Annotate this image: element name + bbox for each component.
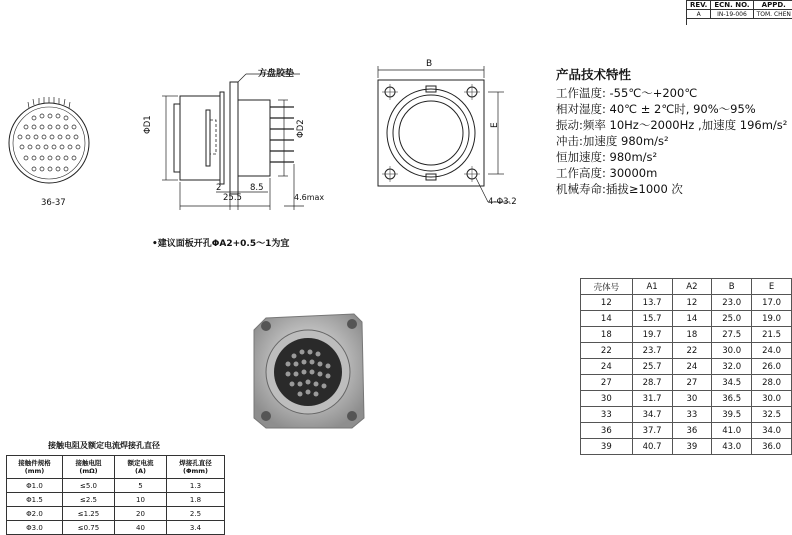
table-row: [581, 375, 792, 391]
front-view-drawing: [364, 60, 534, 210]
e-label: E: [490, 122, 500, 128]
table-cell: 39: [672, 439, 712, 455]
table-cell: 26.0: [752, 359, 792, 375]
d2-label: ΦD2: [296, 119, 306, 138]
spec-line: 振动:频率 10Hz～2000Hz ,加速度 196m/s²: [556, 118, 788, 132]
table-row: [581, 407, 792, 423]
table-cell: 30.0: [712, 343, 752, 359]
table-cell: 34.5: [712, 375, 752, 391]
table-row: [7, 493, 225, 507]
shell-header-cell: B: [712, 279, 752, 295]
table-row: [581, 295, 792, 311]
table-cell: 19.7: [632, 327, 672, 343]
spec-line: 工作温度: -55℃～+200℃: [556, 86, 698, 100]
table-cell: 30: [672, 391, 712, 407]
table-cell: 34.7: [632, 407, 672, 423]
dim-25-5-label: 25.5: [223, 193, 242, 203]
table-row: [581, 311, 792, 327]
table-cell: 36: [672, 423, 712, 439]
shell-size-table: [580, 278, 792, 455]
table-cell: 24: [672, 359, 712, 375]
table-cell: 28.7: [632, 375, 672, 391]
table-row: [581, 439, 792, 455]
table-row: [581, 327, 792, 343]
spec-line: 恒加速度: 980m/s²: [556, 150, 658, 164]
table-row: [581, 423, 792, 439]
rev-value: A: [687, 10, 711, 19]
table-cell: 23.0: [712, 295, 752, 311]
table-cell: 1.8: [167, 493, 225, 507]
dim-8-5-label: 8.5: [250, 183, 264, 193]
table-cell: ≤2.5: [63, 493, 115, 507]
table-cell: 3.4: [167, 521, 225, 535]
revision-block: [686, 0, 792, 19]
table-cell: 40: [115, 521, 167, 535]
contact-header-cell: 焊接孔直径 (Φmm): [167, 456, 225, 479]
table-cell: 36: [581, 423, 633, 439]
table-cell: 34.0: [752, 423, 792, 439]
contact-header-cell: 接触件规格 (mm): [7, 456, 63, 479]
table-cell: 15.7: [632, 311, 672, 327]
table-cell: Φ1.5: [7, 493, 63, 507]
table-cell: 18: [672, 327, 712, 343]
holes-label: 4-Φ3.2: [488, 197, 517, 207]
table-cell: 36.0: [752, 439, 792, 455]
tech-specs: [556, 67, 792, 197]
table-row: [581, 391, 792, 407]
spec-line: 相对湿度: 40℃ ± 2℃时, 90%～95%: [556, 102, 756, 116]
table-cell: 37.7: [632, 423, 672, 439]
table-cell: 36.5: [712, 391, 752, 407]
table-cell: 22: [672, 343, 712, 359]
table-cell: 31.7: [632, 391, 672, 407]
specs-title: 产品技术特性: [556, 67, 632, 82]
table-cell: 39.5: [712, 407, 752, 423]
table-cell: 40.7: [632, 439, 672, 455]
table-cell: 32.5: [752, 407, 792, 423]
table-cell: 14: [672, 311, 712, 327]
table-row: [581, 343, 792, 359]
table-cell: 1.3: [167, 479, 225, 493]
table-cell: 12: [672, 295, 712, 311]
shell-header-cell: E: [752, 279, 792, 295]
pin-view-label: 36-37: [41, 198, 66, 208]
table-cell: 5: [115, 479, 167, 493]
ecn-header: ECN. NO.: [711, 1, 753, 10]
contact-spec-table: [6, 455, 225, 535]
table-cell: 25.0: [712, 311, 752, 327]
rev-header: REV.: [687, 1, 711, 10]
table-header-row: [581, 279, 792, 295]
appd-header: APPD.: [753, 1, 792, 10]
table-cell: 28.0: [752, 375, 792, 391]
table-cell: 27.5: [712, 327, 752, 343]
table-cell: 2.5: [167, 507, 225, 521]
connector-photo: [244, 300, 378, 434]
contact-header-cell: 接触电阻 (mΩ): [63, 456, 115, 479]
table-cell: 22: [581, 343, 633, 359]
table-cell: ≤1.25: [63, 507, 115, 521]
spec-line: 工作高度: 30000m: [556, 166, 658, 180]
table-cell: 20: [115, 507, 167, 521]
table-cell: 21.5: [752, 327, 792, 343]
table-cell: 39: [581, 439, 633, 455]
frame-line: [686, 19, 687, 25]
dim-2-label: 2: [216, 183, 222, 193]
table-cell: 12: [581, 295, 633, 311]
contact-table-title: 接触电阻及额定电流焊接孔直径: [48, 441, 160, 450]
table-cell: 14: [581, 311, 633, 327]
table-cell: Φ3.0: [7, 521, 63, 535]
shell-header-cell: A2: [672, 279, 712, 295]
table-cell: Φ1.0: [7, 479, 63, 493]
b-label: B: [426, 59, 433, 69]
table-row: [7, 479, 225, 493]
spec-line: 机械寿命:插拔≥1000 次: [556, 182, 683, 196]
table-cell: 24: [581, 359, 633, 375]
table-cell: 24.0: [752, 343, 792, 359]
table-cell: 27: [672, 375, 712, 391]
table-cell: 25.7: [632, 359, 672, 375]
pin-face-drawing: [4, 96, 94, 192]
shell-header-cell: A1: [632, 279, 672, 295]
table-cell: 18: [581, 327, 633, 343]
gasket-label: 方盘胶垫: [258, 69, 295, 79]
table-cell: 32.0: [712, 359, 752, 375]
table-cell: 33: [581, 407, 633, 423]
table-cell: 33: [672, 407, 712, 423]
table-cell: ≤0.75: [63, 521, 115, 535]
shell-header-cell: 壳体号: [581, 279, 633, 295]
panel-cutout-note: •建议面板开孔ΦA2+0.5～1为宜: [152, 239, 290, 249]
table-cell: 27: [581, 375, 633, 391]
table-header-row: [7, 456, 225, 479]
table-cell: 43.0: [712, 439, 752, 455]
table-cell: ≤5.0: [63, 479, 115, 493]
table-cell: Φ2.0: [7, 507, 63, 521]
table-row: [581, 359, 792, 375]
table-cell: 30: [581, 391, 633, 407]
table-cell: 13.7: [632, 295, 672, 311]
table-cell: 23.7: [632, 343, 672, 359]
table-row: [7, 521, 225, 535]
table-cell: 17.0: [752, 295, 792, 311]
spec-line: 冲击:加速度 980m/s²: [556, 134, 669, 148]
contact-header-cell: 额定电流 (A): [115, 456, 167, 479]
table-cell: 30.0: [752, 391, 792, 407]
table-cell: 19.0: [752, 311, 792, 327]
table-cell: 41.0: [712, 423, 752, 439]
table-row: [7, 507, 225, 521]
table-cell: 10: [115, 493, 167, 507]
appd-value: TOM. CHEN: [753, 10, 792, 19]
ecn-value: IN-19-006: [711, 10, 753, 19]
dim-4-6-label: 4.6max: [294, 193, 325, 202]
d1-label: ΦD1: [143, 115, 153, 134]
